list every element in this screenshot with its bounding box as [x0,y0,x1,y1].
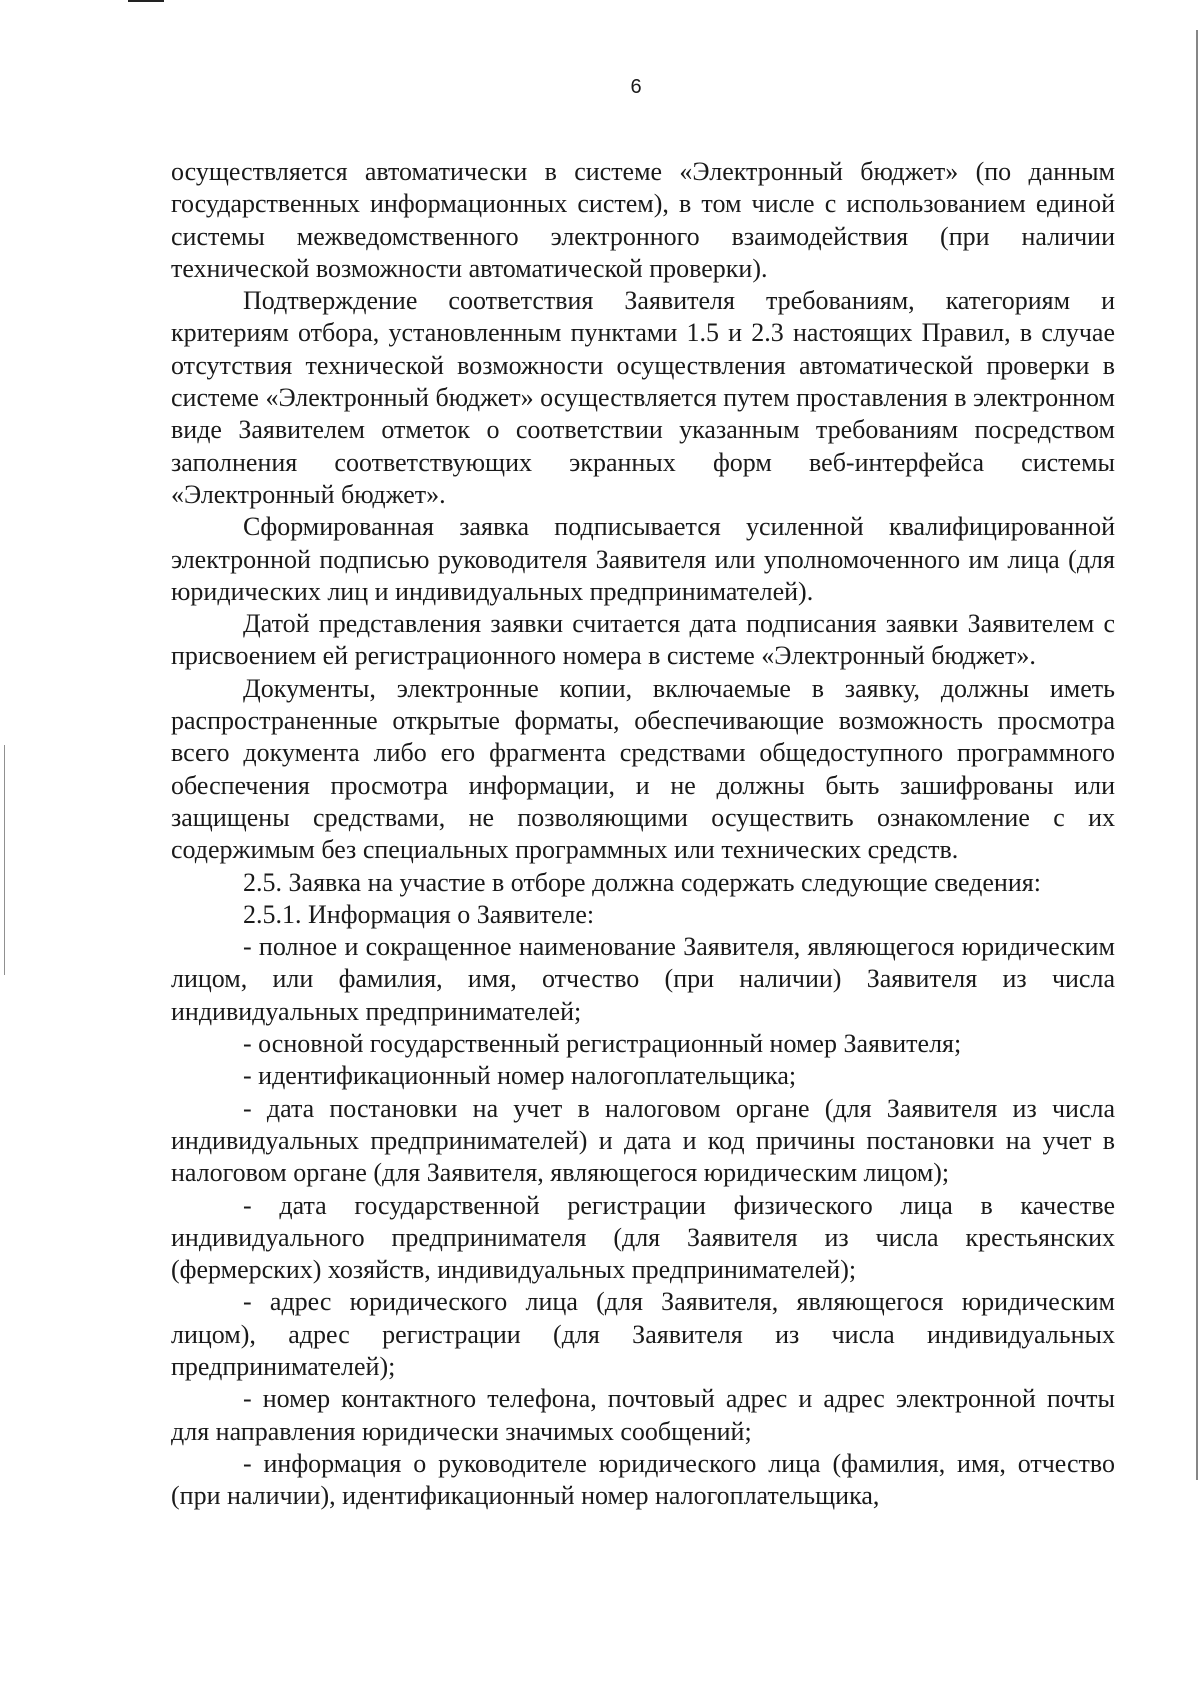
list-item: - дата постановки на учет в налоговом органе (для Заявителя из числа индивидуальных предпринимателей) и дата и код причины постановки на учет в налоговом органе (для Заявителя, являющегося юридическим лицом); [171,1093,1115,1188]
list-item: - полное и сокращенное наименование Заявителя, являющегося юридическим лицом, или фамилия, имя, отчество (при наличии) Заявителя из числа индивидуальных предпринимателей; [171,932,1115,1026]
list-item: - основной государственный регистрационный номер Заявителя; [243,1029,962,1059]
paragraph: Сформированная заявка подписывается усиленной квалифицированной электронной подписью руководителя Заявителя или уполномоченного им лица (для юридических лиц и индивидуальных предпринимателей). [171,512,1115,606]
document-body [171,156,1115,1512]
paragraph: осуществляется автоматически в системе «Электронный бюджет» (по данным государственных информационных систем), в том числе с использованием единой системы межведомственного электронного взаимодействия (при наличии технической возможности автоматической проверки). [171,157,1115,283]
list-item: - адрес юридического лица (для Заявителя, являющегося юридическим лицом), адрес регистрации (для Заявителя из числа индивидуальных предпринимателей); [171,1287,1115,1381]
scan-edge-mark [1196,30,1198,1480]
list-item: - дата государственной регистрации физического лица в качестве индивидуального предпринимателя (для Заявителя из числа крестьянских (фермерских) хозяйств, индивидуальных предпринимателей); [171,1190,1115,1285]
list-item: - номер контактного телефона, почтовый адрес и адрес электронной почты для направления юридически значимых сообщений; [171,1384,1115,1446]
paragraph: Документы, электронные копии, включаемые в заявку, должны иметь распространенные открытые форматы, обеспечивающие возможность просмотра всего документа либо его фрагмента средствами общедоступного программного обеспечения просмотра информации, и не должны быть зашифрованы или защищены средствами, не позволяющими осуществить ознакомление с их содержимым без специальных программных или технических средств. [171,673,1115,865]
page-number: 6 [630,76,642,98]
section-heading: 2.5. Заявка на участие в отборе должна содержать следующие сведения: [243,867,1041,897]
subsection-heading: 2.5.1. Информация о Заявителе: [243,899,595,929]
scan-edge-mark [4,745,5,975]
list-item: - информация о руководителе юридического лица (фамилия, имя, отчество (при наличии), идентификационный номер налогоплательщика, [171,1448,1115,1511]
scan-edge-mark [128,0,164,2]
paragraph: Подтверждение соответствия Заявителя требованиям, категориям и критериям отбора, установленным пунктами 1.5 и 2.3 настоящих Правил, в случае отсутствия технической возможности осуществления автоматической проверки в системе «Электронный бюджет» осуществляется путем проставления в электронном виде Заявителем отметок о соответствии указанным требованиям посредством заполнения соответствующих экранных форм веб-интерфейса системы «Электронный бюджет». [171,286,1115,509]
paragraph: Датой представления заявки считается дата подписания заявки Заявителем с присвоением ей регистрационного номера в системе «Электронный бюджет». [171,609,1115,671]
list-item: - идентификационный номер налогоплательщика; [243,1061,797,1091]
